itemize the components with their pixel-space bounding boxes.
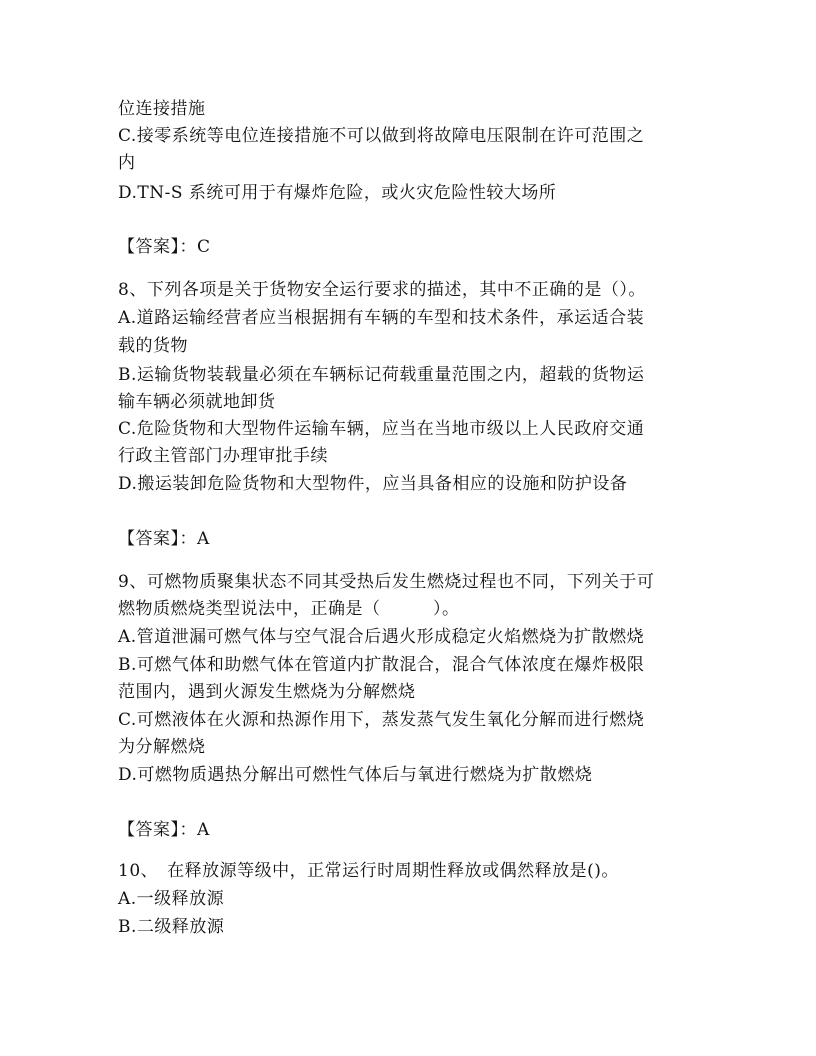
q8-option-d: D.搬运装卸危险货物和大型物件，应当具备相应的设施和防护设备 [118,474,628,494]
q10-stem: 10、 在释放源等级中，正常运行时周期性释放或偶然释放是()。 [118,861,619,881]
q8-option-c-cont: 行政主管部门办理审批手续 [118,446,328,466]
q9-option-c: C.可燃液体在火源和热源作用下，蒸发蒸气发生氧化分解而进行燃烧 [118,710,645,730]
q9-answer: 【答案】：A [118,820,210,840]
q8-option-b: B.运输货物装载量必须在车辆标记荷载重量范围之内，超载的货物运 [118,365,645,385]
q9-option-d: D.可燃物质遇热分解出可燃性气体后与氧进行燃烧为扩散燃烧 [118,765,593,785]
q9-option-c-cont: 为分解燃烧 [118,737,206,757]
q8-answer: 【答案】：A [118,529,210,549]
q9-stem-cont: 燃物质燃烧类型说法中，正确是（ ）。 [118,599,460,619]
q7-option-b-tail: 位连接措施 [118,99,206,119]
q9-stem: 9、可燃物质聚集状态不同其受热后发生燃烧过程也不同，下列关于可 [118,572,655,592]
q7-option-c: C.接零系统等电位连接措施不可以做到将故障电压限制在许可范围之 [118,126,645,146]
q10-option-b: B.二级释放源 [118,917,225,937]
q8-option-c: C.危险货物和大型物件运输车辆，应当在当地市级以上人民政府交通 [118,419,645,439]
q8-option-a: A.道路运输经营者应当根据拥有车辆的车型和技术条件，承运适合装 [118,308,645,328]
q7-option-d: D.TN-S 系统可用于有爆炸危险，或火灾危险性较大场所 [118,183,557,203]
q7-answer: 【答案】：C [118,237,211,257]
q7-option-c-cont: 内 [118,153,136,173]
q9-option-b-cont: 范围内，遇到火源发生燃烧为分解燃烧 [118,682,416,702]
q8-stem: 8、下列各项是关于货物安全运行要求的描述，其中不正确的是（）。 [118,280,646,300]
q8-option-a-cont: 载的货物 [118,336,188,356]
q8-option-b-cont: 输车辆必须就地卸货 [118,392,276,412]
q9-option-a: A.管道泄漏可燃气体与空气混合后遇火形成稳定火焰燃烧为扩散燃烧 [118,627,645,647]
q9-option-b: B.可燃气体和助燃气体在管道内扩散混合，混合气体浓度在爆炸极限 [118,655,645,675]
q10-option-a: A.一级释放源 [118,889,225,909]
